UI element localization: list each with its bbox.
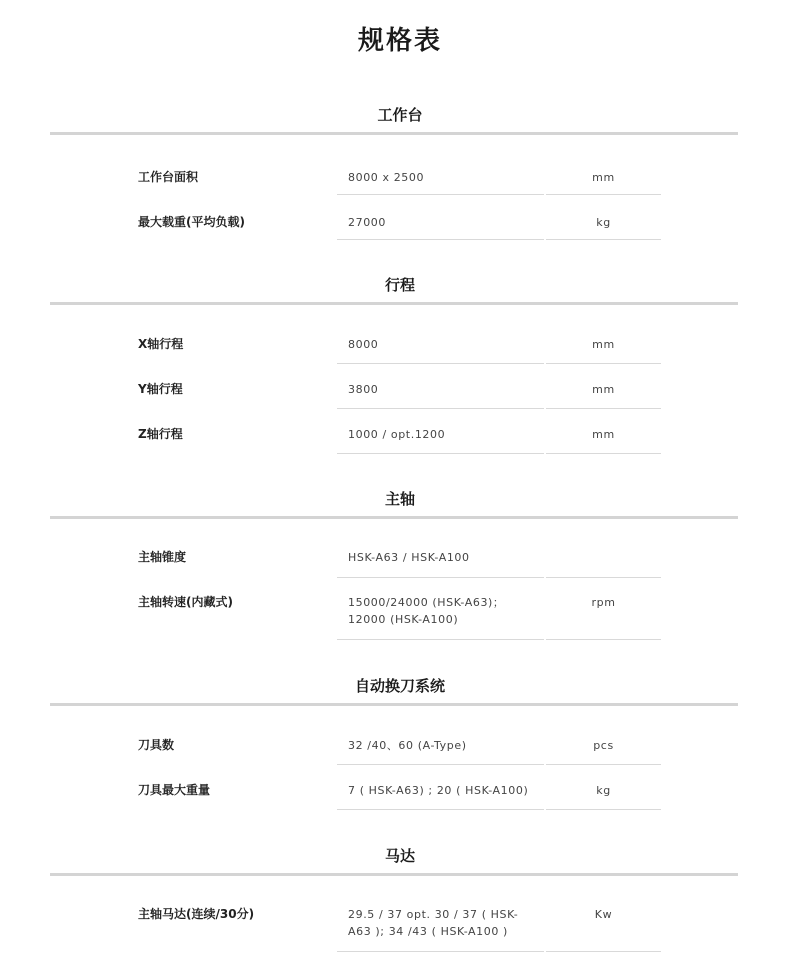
section-title: 工作台 bbox=[377, 106, 423, 124]
spec-row bbox=[0, 180, 800, 229]
spec-unit: Kw bbox=[594, 908, 613, 921]
row-divider bbox=[546, 639, 661, 640]
section-title: 自动换刀系统 bbox=[354, 677, 445, 695]
spec-label: 主轴转速(内藏式) bbox=[138, 595, 233, 609]
spec-unit: kg bbox=[596, 216, 611, 229]
section-title: 马达 bbox=[384, 847, 415, 865]
spec-label: 最大载重(平均负载) bbox=[138, 215, 245, 229]
spec-value: 3800 bbox=[348, 383, 379, 396]
spec-value: 8000 x 2500 bbox=[348, 171, 425, 184]
spec-label: X轴行程 bbox=[138, 337, 184, 351]
spec-label: 刀具数 bbox=[138, 738, 175, 752]
page-title: 规格表 bbox=[357, 26, 442, 56]
section-title: 主轴 bbox=[384, 490, 415, 508]
row-divider bbox=[546, 951, 661, 952]
row-divider bbox=[337, 951, 544, 952]
spec-unit: mm bbox=[592, 338, 615, 351]
spec-unit: mm bbox=[592, 171, 615, 184]
row-divider bbox=[546, 453, 661, 454]
spec-row bbox=[0, 564, 800, 626]
spec-row bbox=[0, 135, 800, 184]
spec-unit: mm bbox=[592, 428, 615, 441]
spec-value: 29.5 / 37 opt. 30 / 37 ( HSK-A63 ); 34 /43 ( HSK-A100 ) bbox=[348, 908, 519, 938]
spec-row bbox=[0, 876, 800, 938]
row-divider bbox=[546, 239, 661, 240]
spec-value: 1000 / opt.1200 bbox=[348, 428, 446, 441]
spec-row bbox=[0, 751, 800, 796]
row-divider bbox=[546, 809, 661, 810]
spec-value: 15000/24000 (HSK-A63)；12000 (HSK-A100) bbox=[348, 596, 505, 626]
spec-value: HSK-A63 / HSK-A100 bbox=[348, 551, 470, 564]
spec-label: 刀具最大重量 bbox=[138, 783, 211, 797]
section-travel bbox=[0, 274, 800, 441]
spec-label: 主轴锥度 bbox=[138, 550, 187, 564]
row-divider bbox=[337, 639, 544, 640]
section-title: 行程 bbox=[384, 276, 415, 294]
spec-row bbox=[0, 305, 800, 350]
spec-value: 27000 bbox=[348, 216, 386, 229]
spec-label: Z轴行程 bbox=[138, 427, 183, 441]
spec-unit: rpm bbox=[591, 596, 616, 609]
spec-label: 主轴马达(连续/30分) bbox=[138, 907, 255, 921]
row-divider bbox=[337, 239, 544, 240]
section-worktable bbox=[0, 104, 800, 229]
section-atc bbox=[0, 675, 800, 797]
spec-value: 7 ( HSK-A63) ; 20 ( HSK-A100) bbox=[348, 784, 529, 797]
spec-unit: mm bbox=[592, 383, 615, 396]
spec-value: 32 /40、60 (A-Type) bbox=[348, 739, 467, 752]
spec-row bbox=[0, 519, 800, 564]
spec-unit: kg bbox=[596, 784, 611, 797]
row-divider bbox=[337, 453, 544, 454]
spec-row bbox=[0, 395, 800, 440]
spec-value: 8000 bbox=[348, 338, 379, 351]
spec-row bbox=[0, 706, 800, 751]
spec-row bbox=[0, 350, 800, 395]
row-divider bbox=[337, 809, 544, 810]
spec-label: Y轴行程 bbox=[138, 382, 183, 396]
spec-unit: pcs bbox=[593, 739, 614, 752]
spec-label: 工作台面积 bbox=[138, 170, 199, 184]
section-spindle bbox=[0, 488, 800, 626]
section-motor bbox=[0, 845, 800, 938]
